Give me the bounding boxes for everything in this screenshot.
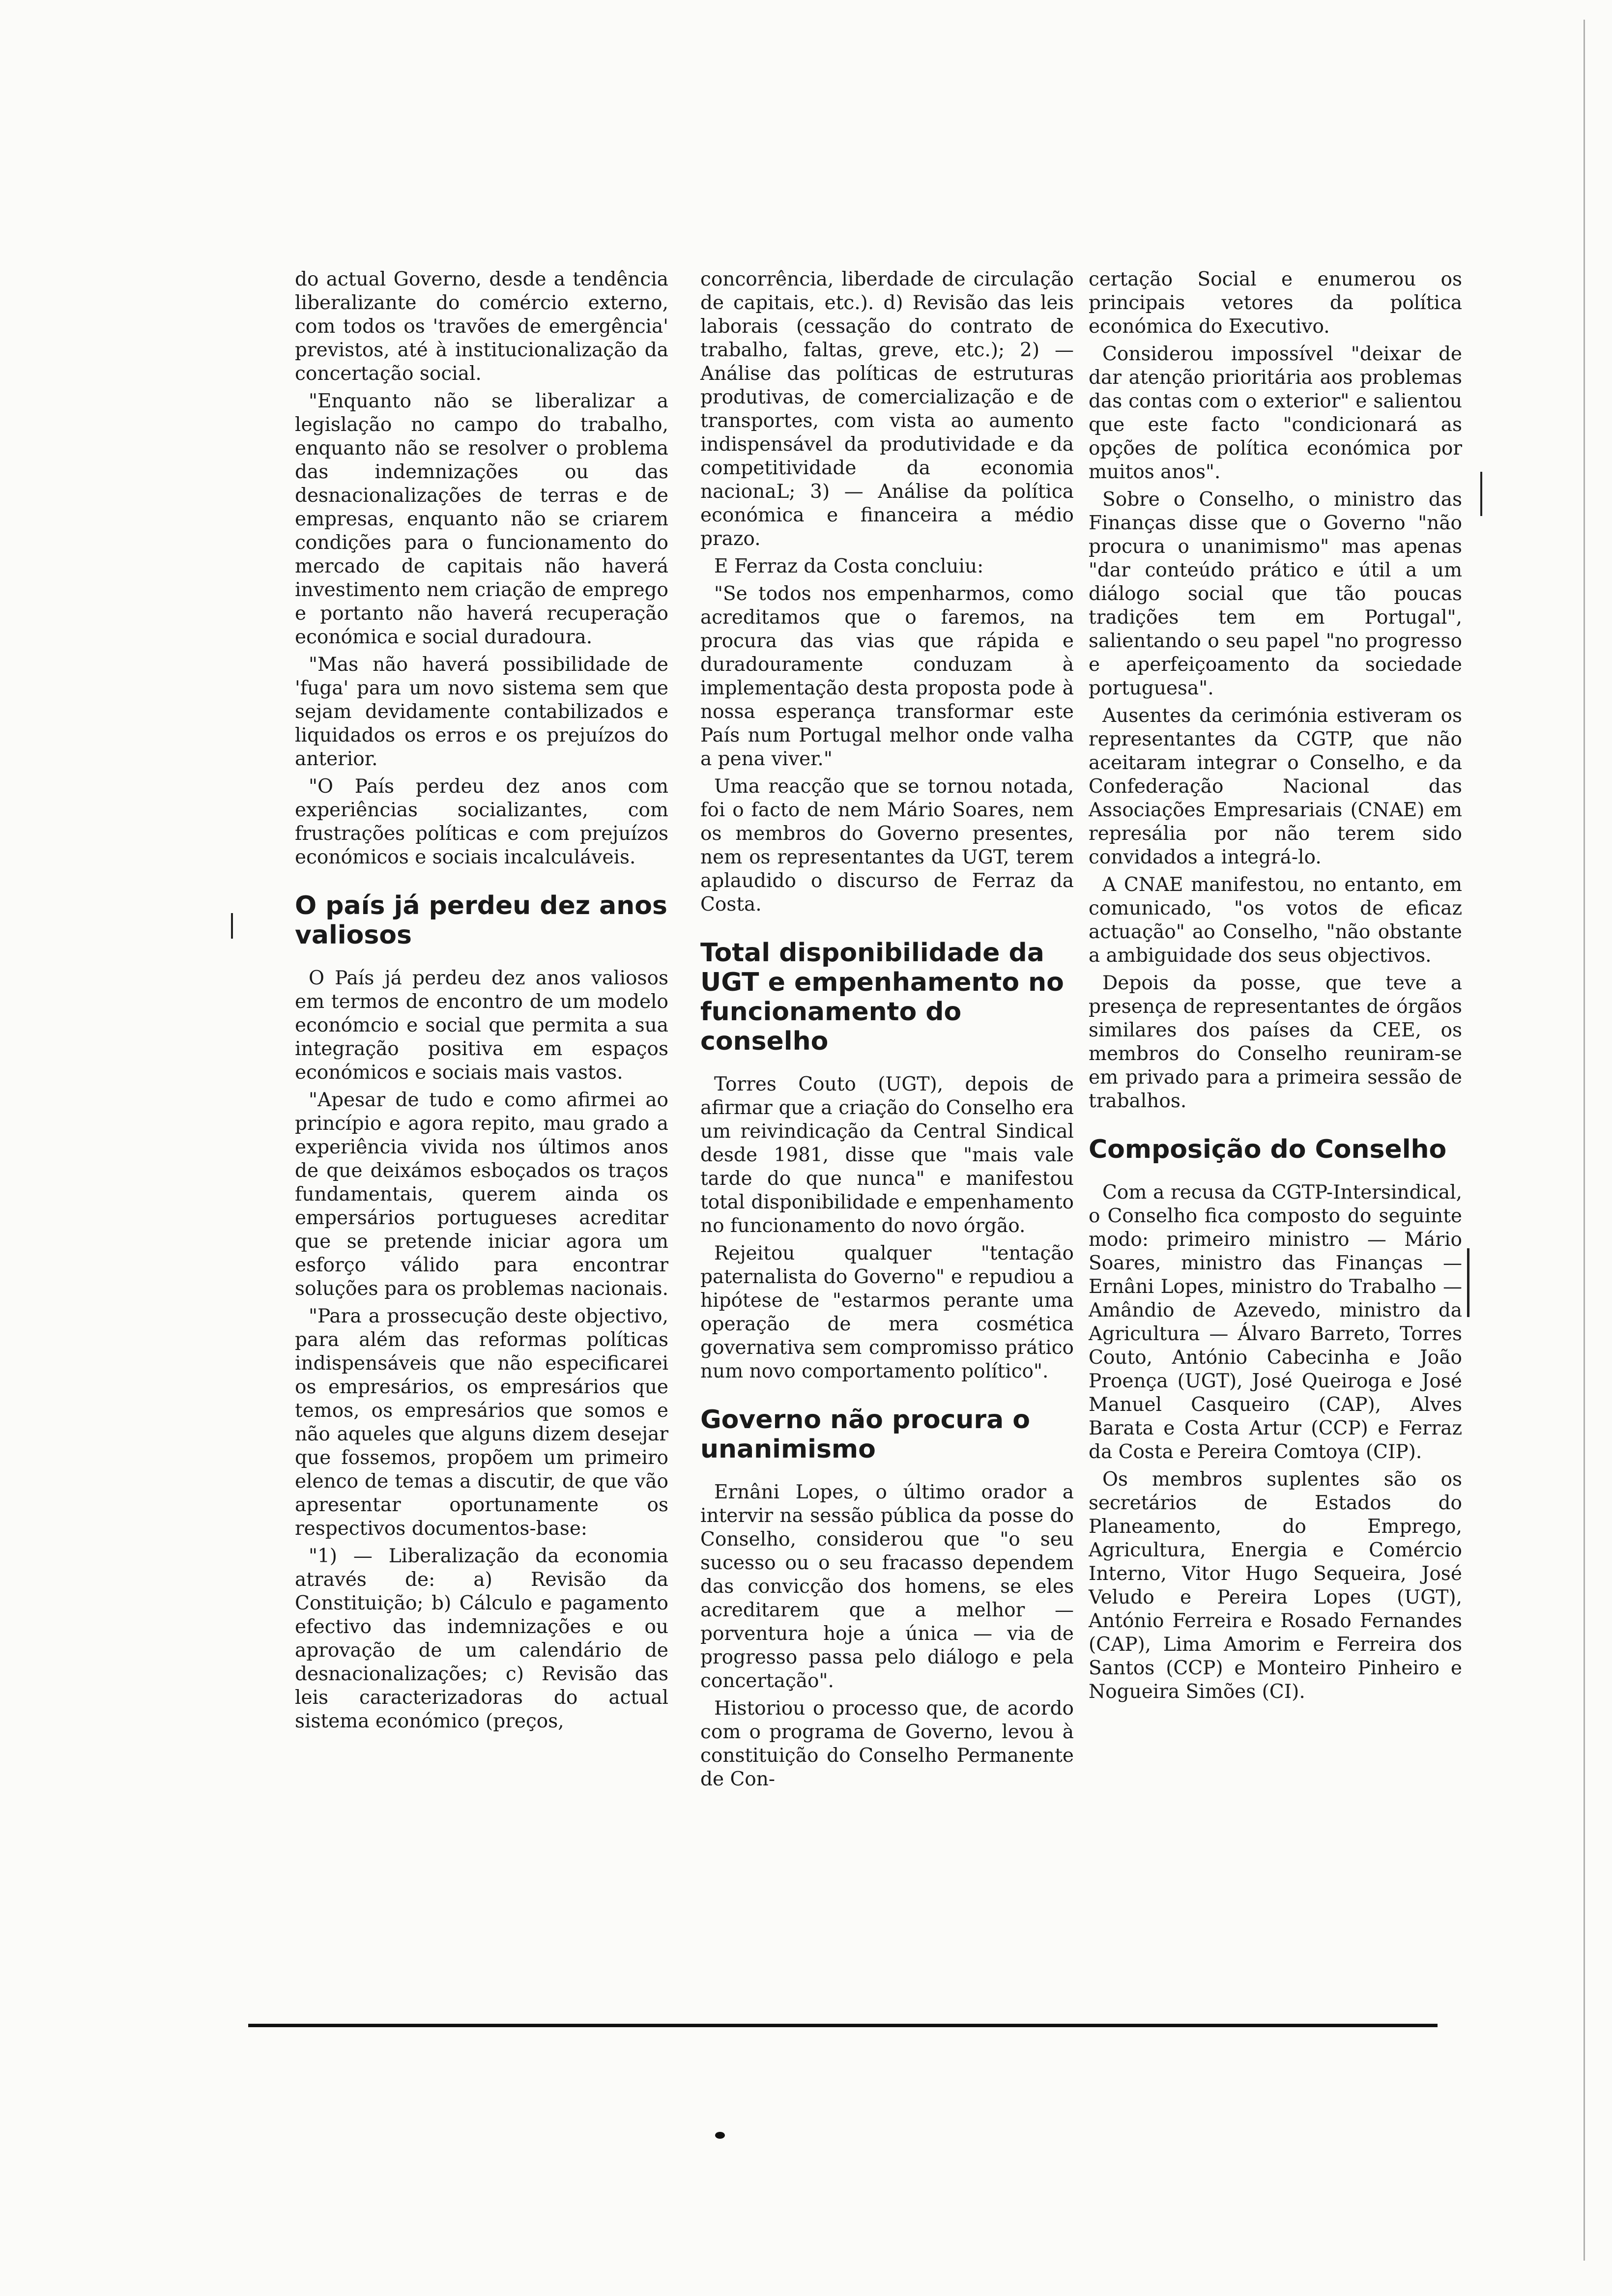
paragraph: Os membros suplentes são os secretários de Estados do Planeamento, do Emprego, Agricultura, Energia e Comércio Interno, Vitor Hugo Sequeira, José Veludo e Pereira Lopes (UGT), António Ferreira e Rosado Fernandes (CAP), Lima Amorim e Ferreira dos Santos (CCP) e Monteiro Pinheiro e Nogueira Simões (CI).: [1089, 1468, 1462, 1703]
section-heading: Composição do Conselho: [1089, 1135, 1447, 1164]
paragraph: "Para a prossecução deste objectivo, para além das reformas políticas indispensáveis que não especificarei os empresários, os empresários que temos, os empresários que somos e não aqueles que alguns dizem desejar que fossemos, propõem um primeiro elenco de temas a discutir, de que vão apresentar oportunamente os respectivos documentos-base:: [295, 1305, 668, 1540]
paragraph: do actual Governo, desde a tendência liberalizante do comércio externo, com todos os 'travões de emergência' previstos, até à institucionalização da concertação social.: [295, 268, 668, 385]
paragraph: Depois da posse, que teve a presença de representantes de órgãos similares dos países da CEE, os membros do Conselho reuniram-se em privado para a primeira sessão de trabalhos.: [1089, 972, 1462, 1112]
section-heading: Total disponibilidade da UGT e empenhamento no funcionamento do conselho: [700, 938, 1064, 1056]
article-column-1: [295, 268, 668, 1737]
paragraph: "Enquanto não se liberalizar a legislação no campo do trabalho, enquanto não se resolver o problema das indemnizações ou das desnacionalizações de terras e de empresas, enquanto não se criarem condições para o funcionamento do mercado de capitais não haverá investimento nem criação de emprego e portanto não haverá recuperação económica e social duradoura.: [295, 390, 668, 648]
article-column-2: [700, 268, 1074, 1795]
paragraph: Uma reacção que se tornou notada, foi o facto de nem Mário Soares, nem os membros do Governo presentes, nem os representantes da UGT, terem aplaudido o discurso de Ferraz da Costa.: [700, 775, 1074, 916]
paragraph: "Apesar de tudo e como afirmei ao princípio e agora repito, mau grado a experiência vivida nos últimos anos de que deixámos esboçados os traços fundamentais, querem ainda os empersários portugueses acreditar que se pretende iniciar agora um esforço válido para encontrar soluções para os problemas nacionais.: [295, 1089, 668, 1300]
scan-edge-line: [1583, 20, 1585, 2261]
column-divider: [1467, 1248, 1469, 1317]
paragraph: certação Social e enumerou os principais vetores da política económica do Executivo.: [1089, 268, 1462, 338]
scan-speck: [715, 2132, 725, 2139]
paragraph: Ernâni Lopes, o último orador a intervir na sessão pública da posse do Conselho, considerou que "o seu sucesso ou o seu fracasso dependem das convicção dos homens, se eles acreditarem que a melhor — porventura hoje a única — via de progresso passa pelo diálogo e pela concertação".: [700, 1481, 1074, 1692]
paragraph: "Mas não haverá possibilidade de 'fuga' para um novo sistema sem que sejam devidamente contabilizados e liquidados os erros e os prejuízos do anterior.: [295, 654, 668, 770]
article-column-3: [1089, 268, 1462, 1708]
paragraph: "O País perdeu dez anos com experiências socializantes, com frustrações políticas e com prejuízos económicos e sociais incalculáveis.: [295, 775, 668, 868]
paragraph: "Se todos nos empenharmos, como acreditamos que o faremos, na procura das vias que rápida e duradouramente conduzam à implementação desta proposta pode à nossa esperança transformar este País num Portugal melhor onde valha a pena viver.": [700, 583, 1074, 770]
paragraph: "1) — Liberalização da economia através de: a) Revisão da Constituição; b) Cálculo e pagamento efectivo das indemnizações e ou aprovação de um calendário de desnacionalizações; c) Revisão das leis caracterizadoras do actual sistema económico (preços,: [295, 1545, 668, 1732]
paragraph: O País já perdeu dez anos valiosos em termos de encontro de um modelo económcio e social que permita a sua integração positiva em espaços económicos e sociais mais vastos.: [295, 967, 668, 1084]
paragraph: Historiou o processo que, de acordo com o programa de Governo, levou à constituição do Conselho Permanente de Con-: [700, 1697, 1074, 1790]
bottom-rule: [248, 2024, 1438, 2027]
paragraph: Considerou impossível "deixar de dar atenção prioritária aos problemas das contas com o exterior" e salientou que este facto "condicionará as opções de política económica por muitos anos".: [1089, 343, 1462, 483]
paragraph: Rejeitou qualquer "tentação paternalista do Governo" e repudiou a hipótese de "estarmos perante uma operação de mera cosmética governativa sem compromisso prático num novo comportamento político".: [700, 1242, 1074, 1382]
paragraph: Ausentes da cerimónia estiveram os representantes da CGTP, que não aceitaram integrar o Conselho, e da Confederação Nacional das Associações Empresariais (CNAE) em represália por não terem sido convidados a integrá-lo.: [1089, 705, 1462, 868]
paragraph: E Ferraz da Costa concluiu:: [714, 555, 984, 577]
scan-mark: [231, 913, 233, 939]
paragraph: Torres Couto (UGT), depois de afirmar que a criação do Conselho era um reivindicação da Central Sindical desde 1981, disse que "mais vale tarde do que nunca" e manifestou total disponibilidade e empenhamento no funcionamento do novo órgão.: [700, 1073, 1074, 1237]
paragraph: A CNAE manifestou, no entanto, em comunicado, "os votos de eficaz actuação" ao Conselho, "não obstante a ambiguidade dos seus objectivos.: [1089, 874, 1462, 967]
paragraph: Sobre o Conselho, o ministro das Finanças disse que o Governo "não procura o unanimismo" mas apenas "dar conteúdo prático e útil a um diálogo social que tão poucas tradições tem em Portugal", salientando o seu papel "no progresso e aperfeiçoamento da sociedade portuguesa".: [1089, 488, 1462, 699]
paragraph: concorrência, liberdade de circulação de capitais, etc.). d) Revisão das leis laborais (cessação do contrato de trabalho, faltas, greve, etc.); 2) — Análise das políticas de estruturas produtivas, de comercialização e de transportes, com vista ao aumento indispensável da produtividade e da competitividade da economia nacionaL; 3) — Análise da política económica e financeira a médio prazo.: [700, 268, 1074, 550]
section-heading: O país já perdeu dez anos valiosos: [295, 891, 667, 950]
scan-mark: [1480, 472, 1482, 516]
section-heading: Governo não procura o unanimismo: [700, 1405, 1030, 1464]
paragraph: Com a recusa da CGTP-Intersindical, o Conselho fica composto do seguinte modo: primeiro ministro — Mário Soares, ministro das Finanças — Ernâni Lopes, ministro do Trabalho — Amândio de Azevedo, ministro da Agricultura — Álvaro Barreto, Torres Couto, António Cabecinha e João Proença (UGT), José Queiroga e José Manuel Casqueiro (CAP), Alves Barata e Costa Artur (CCP) e Ferraz da Costa e Pereira Comtoya (CIP).: [1089, 1181, 1462, 1463]
